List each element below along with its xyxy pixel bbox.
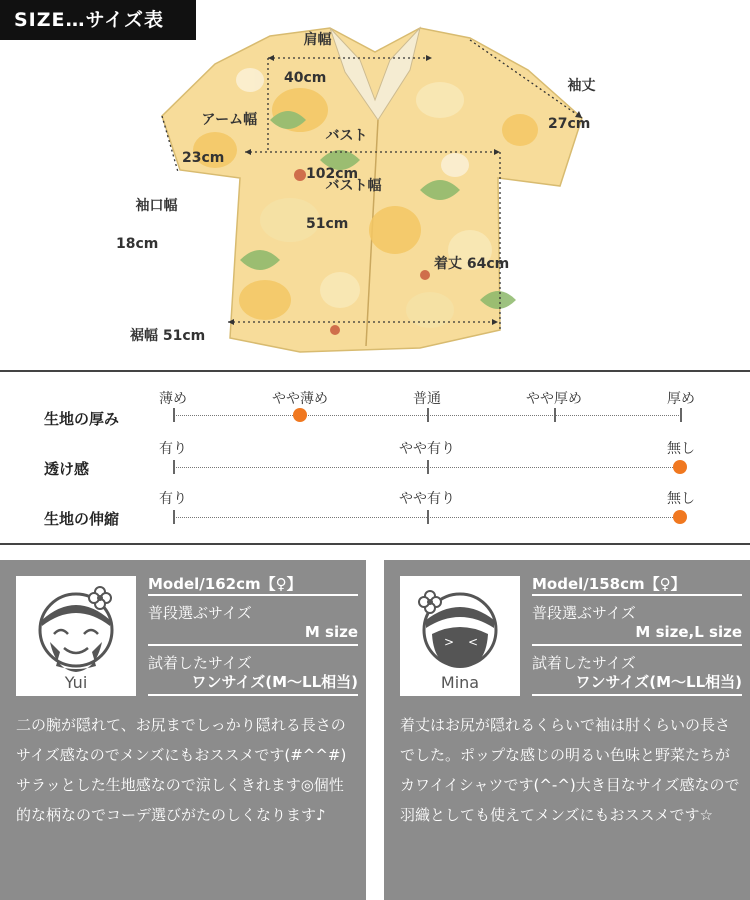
avatar <box>400 576 520 696</box>
tried-size-value: ワンサイズ(M〜LL相当) <box>532 672 742 696</box>
scale-tick <box>427 460 429 474</box>
stretch-label: 生地の伸縮 <box>44 510 120 528</box>
tried-size-label: 試着したサイズ <box>148 654 252 672</box>
model-title: Model/162cm【♀】 <box>148 572 358 596</box>
scale-label: 無し <box>667 491 695 507</box>
tried-size-value: ワンサイズ(M〜LL相当) <box>148 672 358 696</box>
bust-width-label: バスト幅 51cm <box>306 178 382 232</box>
shoulder-width-label: 肩幅 40cm <box>284 32 332 86</box>
fabric-thickness-row <box>0 384 750 434</box>
model-title: Model/158cm【♀】 <box>532 572 742 596</box>
model-info <box>148 572 358 696</box>
arm-width-label: アーム幅 23cm <box>182 112 258 166</box>
svg-text:>: > <box>444 635 455 649</box>
scale-tick <box>680 408 682 422</box>
scale-label: やや厚め <box>526 391 582 407</box>
scale-label: 薄め <box>159 391 187 407</box>
model-card-mina <box>384 560 750 900</box>
transparency-row <box>0 436 750 486</box>
usual-size-label: 普段選ぶサイズ <box>148 604 252 622</box>
usual-size-value: M size <box>148 622 358 646</box>
usual-size-value: M size,L size <box>532 622 742 646</box>
usual-size-label: 普段選ぶサイズ <box>532 604 636 622</box>
selected-marker <box>673 460 687 474</box>
fabric-thickness-label: 生地の厚み <box>44 410 120 428</box>
model-name: Mina <box>440 673 480 692</box>
scale-label: 厚め <box>667 391 695 407</box>
scale-tick <box>427 408 429 422</box>
selected-marker <box>673 510 687 524</box>
scale-label: やや薄め <box>272 391 328 407</box>
scale-tick <box>173 408 175 422</box>
fabric-properties-section <box>0 370 750 545</box>
scale-label: 無し <box>667 441 695 457</box>
scale-tick <box>173 510 175 524</box>
transparency-label: 透け感 <box>44 460 90 478</box>
scale-tick <box>554 408 556 422</box>
hem-width-label: 裾幅 51cm <box>130 328 206 344</box>
stretch-row <box>0 486 750 536</box>
scale-tick <box>427 510 429 524</box>
size-chart-badge: SIZE…サイズ表 <box>0 0 196 40</box>
avatar <box>16 576 136 696</box>
model-comment: 二の腕が隠れて、お尻までしっかり隠れる長さのサイズ感なのでメンズにもおススメです(#^^#)サラッとした生地感なので涼しくきれます◎個性的な柄なのでコーデ選びがたのしくなります♪ <box>16 716 347 824</box>
scale-label: 有り <box>159 441 187 457</box>
model-name: Yui <box>64 673 88 692</box>
cuff-width-label: 袖口幅 18cm <box>116 198 178 252</box>
model-face-icon <box>16 580 136 680</box>
length-label: 着丈 64cm <box>434 256 510 272</box>
scale-label: やや有り <box>399 491 455 507</box>
model-comment: 着丈はお尻が隠れるくらいで袖は肘くらいの長さでした。ポップな感じの明るい色味と野菜たちがカワイイシャツです(^-^)大き目なサイズ感なので羽織としても使えてメンズにもおススメです☆ <box>400 716 740 824</box>
scale-label: 有り <box>159 491 187 507</box>
scale-label: 普通 <box>413 391 441 407</box>
bust-label: バスト 102cm <box>306 128 368 182</box>
selected-marker <box>293 408 307 422</box>
tried-size-label: 試着したサイズ <box>532 654 636 672</box>
model-face-icon <box>400 580 520 680</box>
size-chart-section <box>0 0 750 368</box>
svg-text:<: < <box>468 635 479 649</box>
model-info <box>532 572 742 696</box>
model-card-yui <box>0 560 366 900</box>
sleeve-length-label: 袖丈 27cm <box>548 78 596 132</box>
scale-label: やや有り <box>399 441 455 457</box>
scale-tick <box>173 460 175 474</box>
